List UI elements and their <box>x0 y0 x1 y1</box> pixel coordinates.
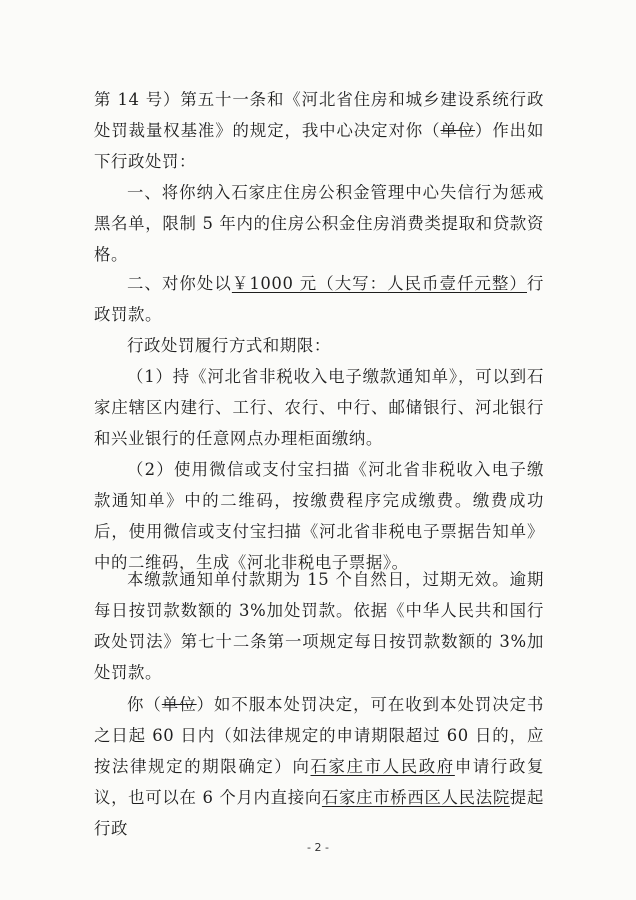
paragraph-payment-method-1: （1）持《河北省非税收入电子缴款通知单》，可以到石家庄辖区内建行、工行、农行、中行、邮储银行、河北银行和兴业银行的任意网点办理柜面缴纳。 <box>94 367 544 448</box>
paragraph-legal-basis <box>94 84 544 177</box>
text-segment: 你（ <box>127 695 162 714</box>
struck-text: 单位 <box>440 121 476 140</box>
fine-amount: ￥1000 元（大写：人民币壹仟元整） <box>231 274 527 293</box>
text-segment: ）作出如下行政处罚： <box>94 121 544 171</box>
text-segment: 二、对你处以 <box>127 274 232 293</box>
paragraph-payment-heading: 行政处罚履行方式和期限： <box>127 336 331 355</box>
text-segment: 行政罚款。 <box>94 274 544 324</box>
paragraph-item-one: 一、将你纳入石家庄住房公积金管理中心失信行为惩戒黑名单，限制 5 年内的住房公积金住房消费类提取和贷款资格。 <box>94 183 544 264</box>
page-number: - 2 - <box>307 841 329 854</box>
text-segment: 提起行政 <box>94 788 544 838</box>
court-name: 石家庄市桥西区人民法院 <box>321 788 510 807</box>
government-name: 石家庄市人民政府 <box>310 757 455 776</box>
struck-text: 单位 <box>161 695 197 714</box>
paragraph-appeal <box>94 689 544 844</box>
text-segment: 第 14 号）第五十一条和《河北省住房和城乡建设系统行政处罚裁量权基准》的规定，我中心决定对你（ <box>94 90 544 140</box>
paragraph-payment-period: 本缴款通知单付款期为 15 个自然日，过期无效。逾期每日按罚款数额的 3%加处罚款。依据《中华人民共和国行政处罚法》第七十二条第一项规定每日按罚款数额的 3%加处罚款。 <box>94 570 544 682</box>
text-segment: ）如不服本处罚决定，可在收到本处罚决定书之日起 60 日内（如法律规定的申请期限超过 60 日的，应按法律规定的期限确定）向 <box>94 695 545 776</box>
paragraph-item-two <box>94 268 544 330</box>
paragraph-payment-method-2: （2）使用微信或支付宝扫描《河北省非税收入电子缴款通知单》中的二维码，按缴费程序完成缴费。缴费成功后，使用微信或支付宝扫描《河北省非税电子票据告知单》中的二维码，生成《河北非税电子票据》。 <box>94 460 544 572</box>
text-segment: 申请行政复议，也可以在 6 个月内直接向 <box>94 757 544 807</box>
